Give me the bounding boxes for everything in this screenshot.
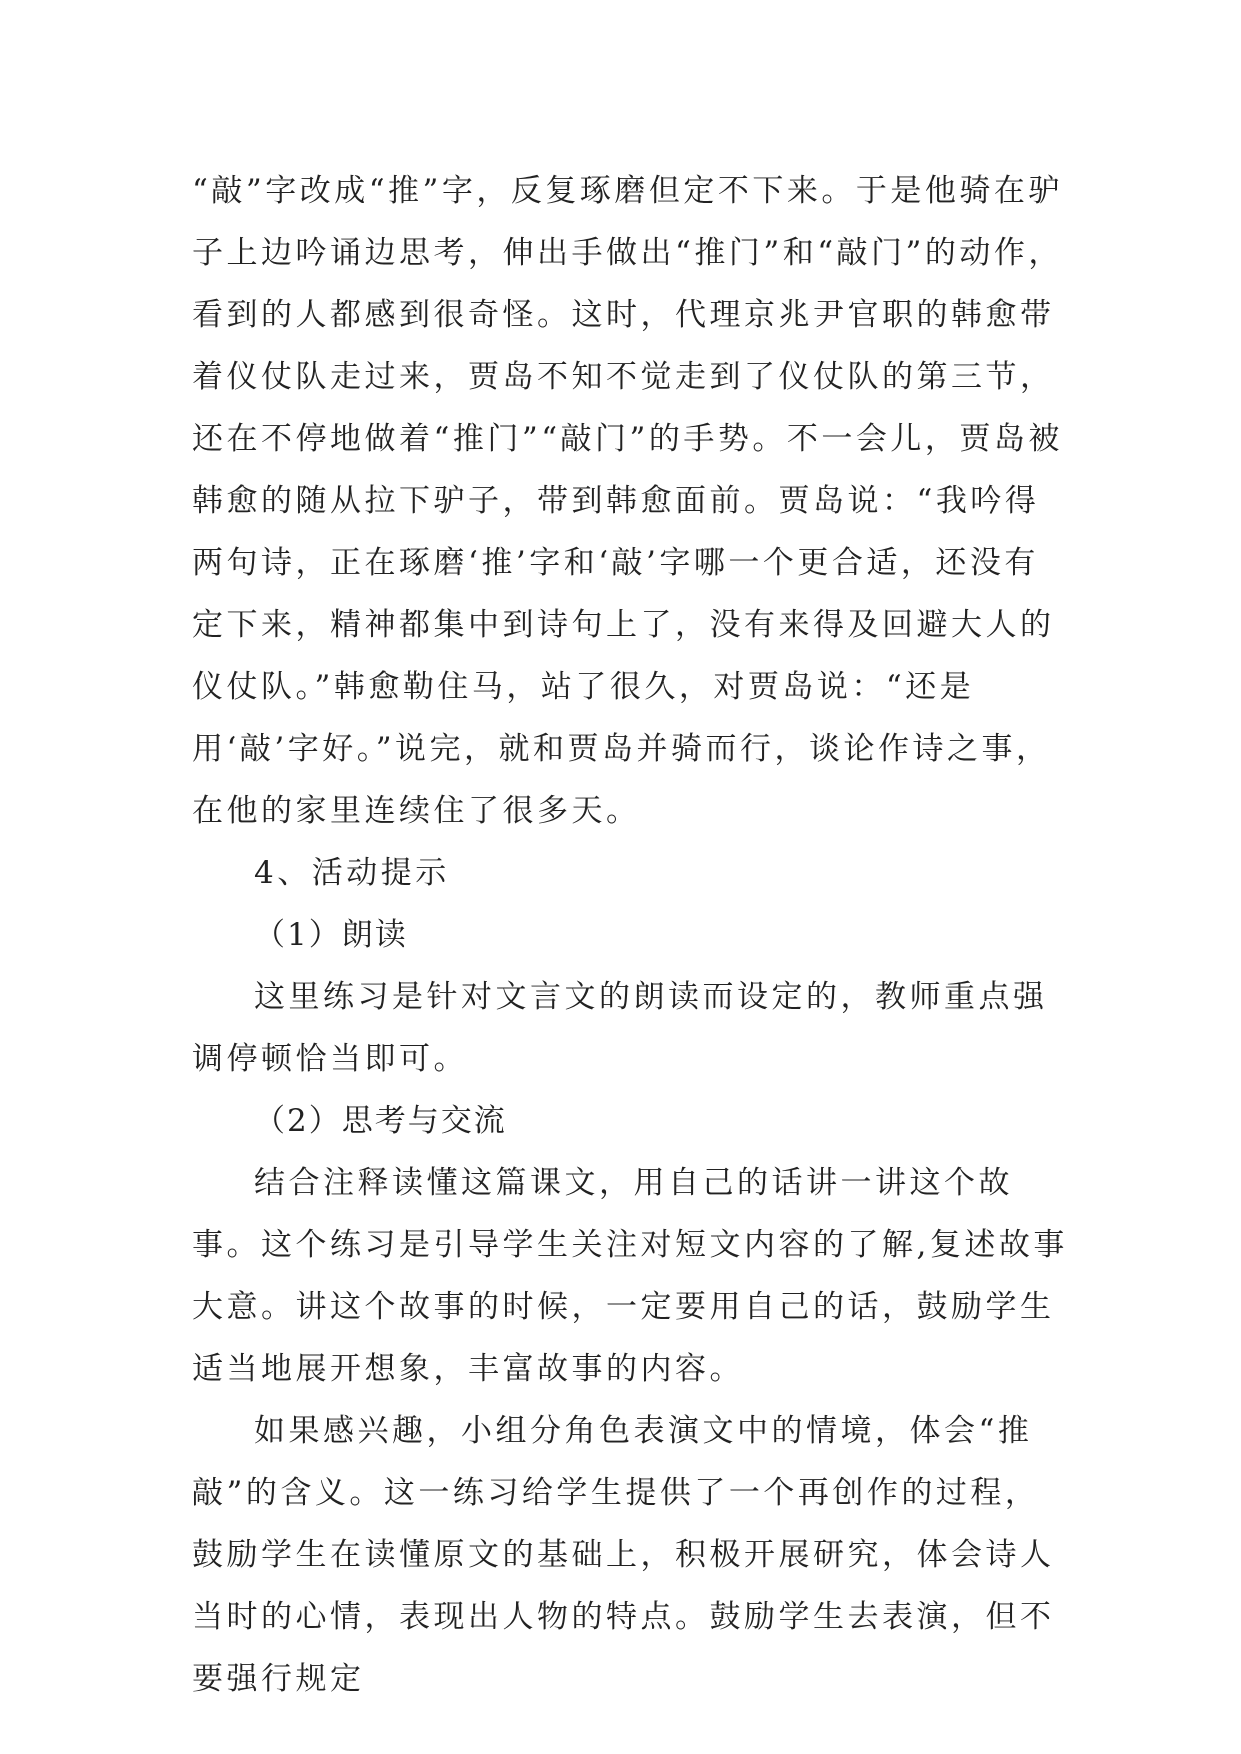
paragraph-role-play: 如果感兴趣，小组分角色表演文中的情境，体会“推敲”的含义。这一练习给学生提供了一个再创作的过程，鼓励学生在读懂原文的基础上，积极开展研究，体会诗人当时的心情，表现出人物的特点。鼓励学生去表演，但不要强行规定 [192,1413,1055,1697]
subheading-reading-aloud: （1）朗读 [254,917,408,953]
section-heading-activity-tips: 4、活动提示 [254,855,450,891]
paragraph-story-continuation: “敲”字改成“推”字，反复琢磨但定不下来。于是他骑在驴子上边吟诵边思考，伸出手做出“推门”和“敲门”的动作，看到的人都感到很奇怪。这时，代理京兆尹官职的韩愈带着仪仗队走过来，贾岛不知不觉走到了仪仗队的第三节，还在不停地做着“推门”“敲门”的手势。不一会儿，贾岛被韩愈的随从拉下驴子，带到韩愈面前。贾岛说：“我吟得两句诗，正在琢磨‘推’字和‘敲’字哪一个更合适，还没有定下来，精神都集中到诗句上了，没有来得及回避大人的仪仗队。”韩愈勒住马，站了很久，对贾岛说：“还是用‘敲’字好。”说完，就和贾岛并骑而行，谈论作诗之事，在他的家里连续住了很多天。 [192,173,1063,829]
document-body [192,160,1072,1710]
paragraph-think-and-discuss: 结合注释读懂这篇课文，用自己的话讲一讲这个故事。这个练习是引导学生关注对短文内容的了解,复述故事大意。讲这个故事的时候，一定要用自己的话，鼓励学生适当地展开想象，丰富故事的内容。 [192,1165,1068,1387]
paragraph-reading-aloud: 这里练习是针对文言文的朗读而设定的，教师重点强调停顿恰当即可。 [192,979,1048,1077]
subheading-think-and-discuss: （2）思考与交流 [254,1103,507,1139]
